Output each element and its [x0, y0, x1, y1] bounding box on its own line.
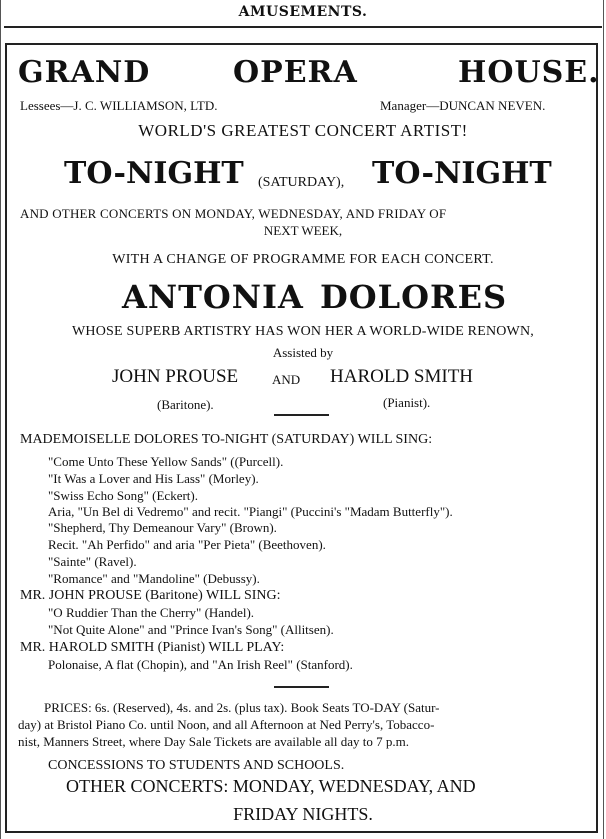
- other-concerts-line-2: NEXT WEEK,: [263, 223, 343, 238]
- tonight-right: TO-NIGHT: [372, 156, 552, 191]
- role-pianist: (Pianist).: [383, 395, 431, 410]
- assisted-by: Assisted by: [272, 345, 334, 360]
- lessees-line: Lessees—J. C. WILLIAMSON, LTD.: [20, 98, 218, 113]
- dolores-song: "Shepherd, Thy Demeanour Vary" (Brown).: [48, 520, 277, 535]
- smith-piece: Polonaise, A flat (Chopin), and "An Irish Reel" (Stanford).: [48, 657, 353, 672]
- role-baritone: (Baritone).: [157, 397, 214, 412]
- dolores-song: "Swiss Echo Song" (Eckert).: [48, 488, 198, 503]
- artist-last-name: DOLORES: [320, 278, 508, 316]
- venue-word-house: HOUSE.: [458, 55, 600, 90]
- dolores-song: "Sainte" (Ravel).: [48, 554, 137, 569]
- tagline: WORLD'S GREATEST CONCERT ARTIST!: [138, 121, 468, 140]
- venue-word-opera: OPERA: [233, 55, 358, 90]
- renown-line: WHOSE SUPERB ARTISTRY HAS WON HER A WORLD-WIDE RENOWN,: [72, 324, 534, 339]
- dolores-song: "Come Unto These Yellow Sands" ((Purcell).: [48, 454, 284, 469]
- short-divider-2: [274, 686, 329, 688]
- dolores-song: "It Was a Lover and His Lass" (Morley).: [48, 471, 259, 486]
- prices-line-2: day) at Bristol Piano Co. until Noon, and all Afternoon at Ned Perry's, Tobacco-: [18, 717, 435, 732]
- dolores-song: Aria, "Un Bel di Vedremo" and recit. "Piangi" (Puccini's "Madam Butterfly").: [48, 504, 453, 519]
- manager-line: Manager—DUNCAN NEVEN.: [380, 98, 546, 113]
- dolores-heading: MADEMOISELLE DOLORES TO-NIGHT (SATURDAY) WILL SING:: [20, 432, 433, 447]
- footer-line-2: FRIDAY NIGHTS.: [233, 804, 373, 824]
- footer-line-1: OTHER CONCERTS: MONDAY, WEDNESDAY, AND: [66, 776, 476, 796]
- concessions-line: CONCESSIONS TO STUDENTS AND SCHOOLS.: [48, 758, 345, 773]
- dolores-song: Recit. "Ah Perfido" and aria "Per Pieta" (Beethoven).: [48, 537, 326, 552]
- and-word: AND: [272, 372, 301, 387]
- smith-heading: MR. HAROLD SMITH (Pianist) WILL PLAY:: [20, 640, 285, 655]
- artist-first-name: ANTONIA: [122, 278, 304, 316]
- programme-change-line: WITH A CHANGE OF PROGRAMME FOR EACH CONCERT.: [112, 252, 494, 267]
- header-rule: [4, 26, 602, 28]
- prouse-heading: MR. JOHN PROUSE (Baritone) WILL SING:: [20, 588, 281, 603]
- assistant-harold-smith: HAROLD SMITH: [330, 366, 474, 387]
- tonight-day: (SATURDAY),: [258, 175, 345, 190]
- short-divider-1: [274, 414, 329, 416]
- assistant-john-prouse: JOHN PROUSE: [112, 366, 239, 387]
- prouse-song: "O Ruddier Than the Cherry" (Handel).: [48, 605, 255, 620]
- prices-line-3: nist, Manners Street, where Day Sale Tickets are available all day to 7 p.m.: [18, 734, 409, 749]
- section-header: AMUSEMENTS.: [238, 4, 368, 20]
- dolores-song: "Romance" and "Mandoline" (Debussy).: [48, 571, 260, 586]
- tonight-left: TO-NIGHT: [64, 156, 244, 191]
- prices-line-1: PRICES: 6s. (Reserved), 4s. and 2s. (plus tax). Book Seats TO-DAY (Satur-: [44, 700, 440, 715]
- venue-word-grand: GRAND: [18, 55, 151, 90]
- other-concerts-line-1: AND OTHER CONCERTS ON MONDAY, WEDNESDAY, AND FRIDAY OF: [20, 206, 447, 221]
- prouse-song: "Not Quite Alone" and "Prince Ivan's Song" (Allitsen).: [48, 622, 334, 637]
